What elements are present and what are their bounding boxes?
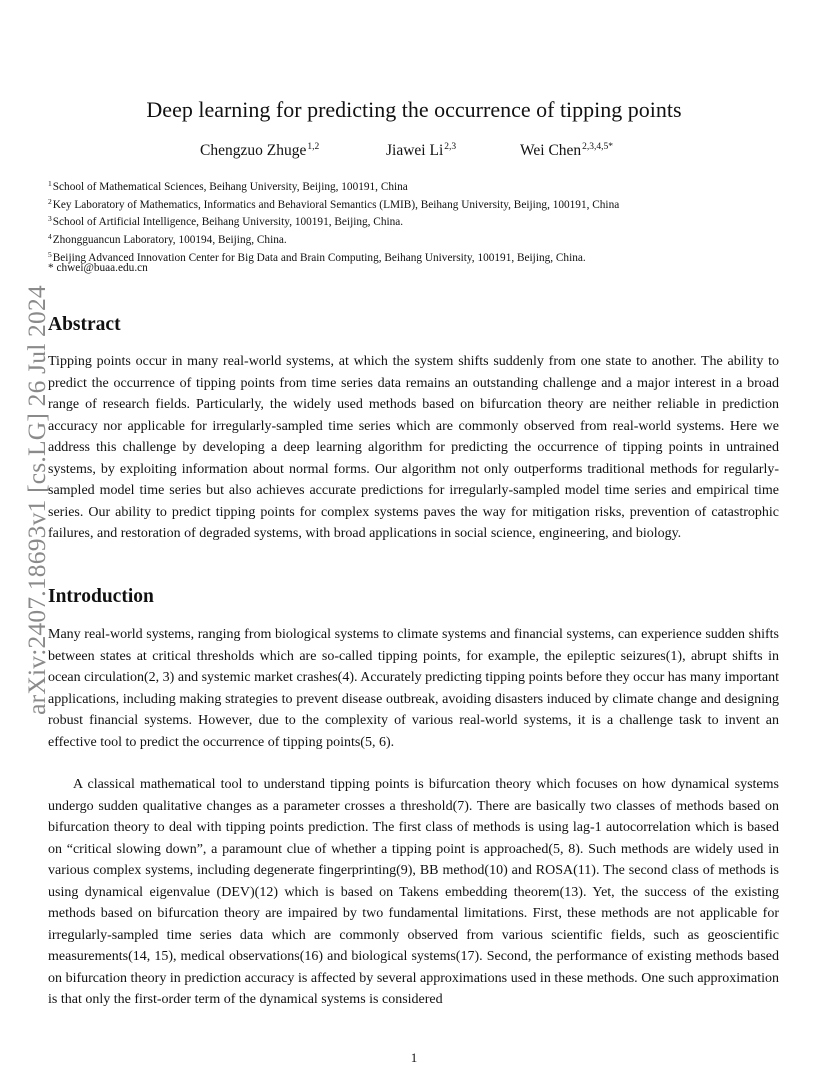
abstract-text: Tipping points occur in many real-world systems, at which the system shifts suddenly from one state to another. The ability to predict the occurrence of tipping points from time series data remains an outstanding challenge and a major interest in a broad range of research fields. Particularly, the widely used methods based on bifurcation theory are neither reliable in prediction accuracy nor applicable for irregularly-sampled time series which are commonly observed from real-world systems. Here we address this challenge by developing a deep learning algorithm for predicting the occurrence of tipping points in untrained systems, by exploiting information about normal forms. Our algorithm not only outperforms traditional methods for regularly-sampled model time series but also achieves accurate predictions for irregularly-sampled model time series and empirical time series. Our ability to predict tipping points for complex systems paves the way for mitigation risks, prevention of catastrophic failures, and restoration of degraded systems, with broad applications in social science, engineering, and biology.	[48, 354, 779, 541]
affiliation-item	[48, 230, 619, 248]
affiliation-list	[48, 177, 619, 266]
email-address: chwei@buaa.edu.cn	[53, 262, 148, 274]
affiliation-text: Beijing Advanced Innovation Center for Big Data and Brain Computing, Beihang University, 100191, Beijing, China.	[52, 251, 586, 264]
affiliation-number: 2	[48, 196, 52, 206]
page-number: 1	[410, 1050, 418, 1065]
author-name: Wei Chen	[520, 142, 582, 159]
affiliation-item	[48, 177, 619, 195]
affiliation-number: 1	[48, 179, 52, 188]
paper-title: Deep learning for predicting the occurrence of tipping points	[146, 97, 682, 122]
corresponding-mark: *	[48, 262, 54, 274]
abstract-heading: Abstract	[48, 314, 121, 335]
affiliation-text: School of Mathematical Sciences, Beihang University, Beijing, 100191, China	[52, 181, 408, 193]
intro-paragraph-1: Many real-world systems, ranging from biological systems to climate systems and financial systems, can experience sudden shifts between states at critical thresholds which are so-called tipping points, for example, the epileptic seizures(1), abrupt shifts in ocean circulation(2, 3) and systemic market crashes(4). Accurately predicting tipping points before they occur has many important applications, including making strategies to prevent disease outbreak, avoiding disasters induced by climate change and designing robust financial systems. However, due to the complexity of various real-world systems, it is a challenge task to invent an effective tool to predict the occurrence of tipping points(5, 6).	[48, 627, 779, 750]
arxiv-identifier-text: arXiv:2407.18693v1 [cs.LG] 26 Jul 2024	[22, 285, 51, 715]
affiliation-text: Key Laboratory of Mathematics, Informatics and Behavioral Semantics (LMIB), Beihang University, Beijing, 100191, China	[52, 198, 620, 211]
affiliation-number: 4	[48, 232, 52, 242]
affiliation-text: School of Artificial Intelligence, Beihang University, 100191, Beijing, China.	[52, 216, 404, 229]
intro-paragraph-2: A classical mathematical tool to understand tipping points is bifurcation theory which focuses on how dynamical systems undergo sudden qualitative changes as a parameter crosses a threshold(7). There are basically two classes of methods based on bifurcation theory to deal with tipping points prediction. The first class of methods is using lag-1 autocorrelation which is based on “critical slowing down”, a paramount clue of whether a tipping point is approached(5, 8). Such methods are widely used in various complex systems, including degenerate fingerprinting(9), BB method(10) and ROSA(11). The second class of methods is using dynamical eigenvalue (DEV)(12) which is based on Takens embedding theorem(13). Yet, the success of the existing methods based on bifurcation theory are impaired by two fundamental limitations. First, these methods are not applicable for irregularly-sampled time series data which are commonly observed from various scientific fields, such as geoscientific measurements(14, 15), medical observations(16) and biological systems(17). Second, the performance of existing methods based on bifurcation theory in prediction accuracy is affected by several approximations used in these methods. One such approximation is that only the first-order term of the dynamical systems is considered	[48, 777, 779, 1007]
affiliation-number: 3	[48, 214, 52, 224]
affiliation-item	[48, 212, 619, 230]
affiliation-text: Zhongguancun Laboratory, 100194, Beijing, China.	[52, 234, 287, 247]
introduction-heading: Introduction	[48, 586, 154, 607]
author-2	[386, 142, 456, 160]
author-name: Jiawei Li	[386, 142, 444, 159]
author-3	[520, 142, 613, 160]
author-name: Chengzuo Zhuge	[200, 142, 307, 159]
author-affiliation-marks: 2,3	[444, 142, 457, 152]
author-1	[200, 142, 319, 160]
affiliation-number: 5	[48, 249, 52, 259]
corresponding-email	[48, 262, 148, 274]
author-affiliation-marks: 2,3,4,5*	[582, 142, 614, 152]
author-affiliation-marks: 1,2	[307, 142, 320, 152]
affiliation-item	[48, 195, 619, 213]
